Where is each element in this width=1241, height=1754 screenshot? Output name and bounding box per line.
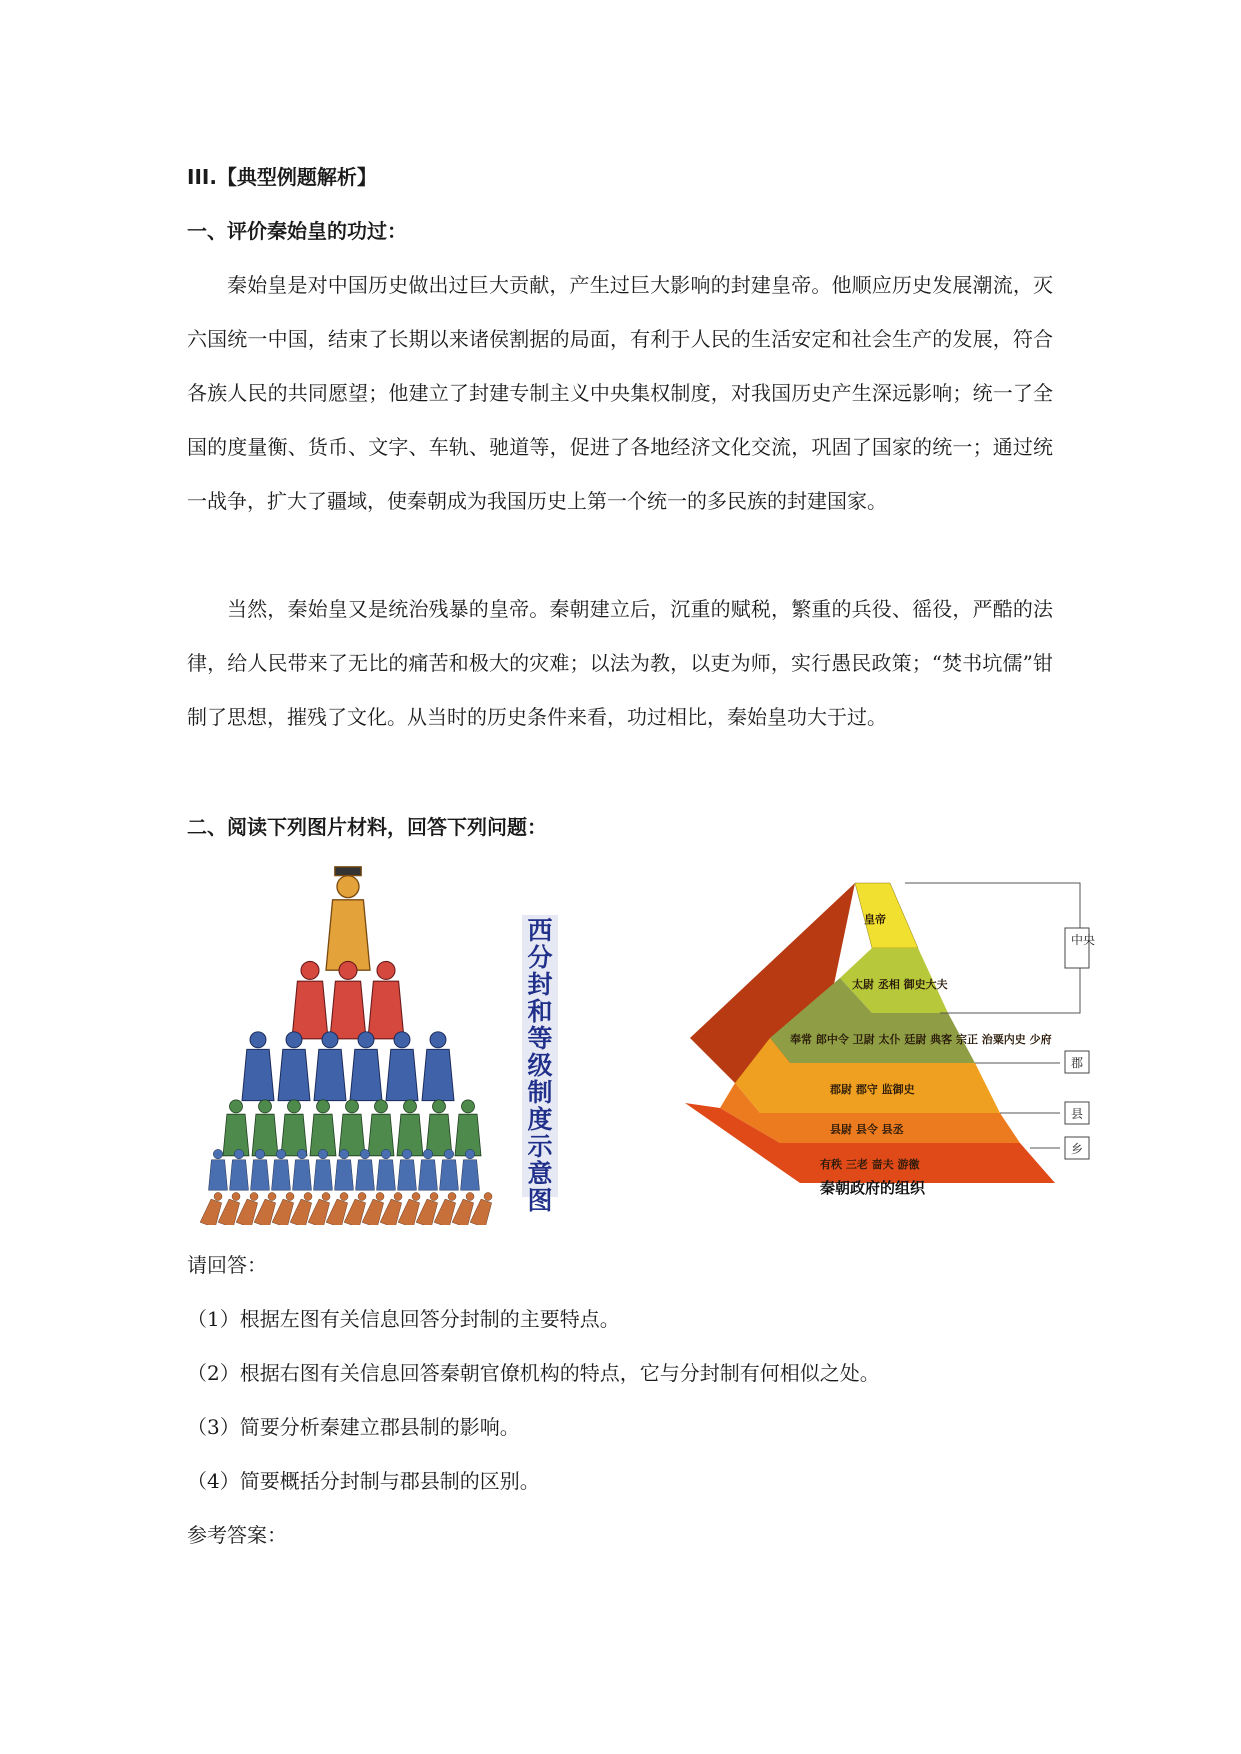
qin-government-figure [640,848,1125,1218]
feudal-figure-title: 西分封和等级制度示意图 [522,915,558,1197]
question-1-paragraph-1: 秦始皇是对中国历史做出过巨大贡献，产生过巨大影响的封建皇帝。他顺应历史发展潮流，灭六国统一中国，结束了长期以来诸侯割据的局面，有利于人民的生活安定和社会生产的发展，符合各族人民的共同愿望；他建立了封建专制主义中央集权制度，对我国历史产生深远影响；统一了全国的度量衡、货币、文字、车轨、驰道等，促进了各地经济文化交流，巩固了国家的统一；通过统一战争，扩大了疆域，使秦朝成为我国历史上第一个统一的多民族的封建国家。 [187,273,1053,513]
question-1-heading: 一、评价秦始皇的功过： [187,219,407,243]
level-emperor-label: 皇帝 [864,913,886,926]
side-label-central: 中央 [1071,933,1096,947]
side-label-commandery: 郡 [1071,1056,1084,1070]
qin-government-pyramid [640,848,1125,1218]
question-item-2: （2）根据右图有关信息回答秦朝官僚机构的特点，它与分封制有何相似之处。 [187,1361,880,1385]
level-township-label: 有秩 三老 啬夫 游徼 [820,1158,920,1171]
level-county-label: 县尉 县令 县丞 [830,1123,904,1136]
side-label-county: 县 [1071,1107,1084,1121]
question-2-heading: 二、阅读下列图片材料，回答下列问题： [187,815,547,839]
question-item-4: （4）简要概括分封制与郡县制的区别。 [187,1469,540,1493]
pyramid-caption: 秦朝政府的组织 [820,1179,926,1197]
king-figure-icon [326,867,370,970]
question-item-3: （3）简要分析秦建立郡县制的影响。 [187,1415,520,1439]
lords-row-icon [292,961,404,1038]
ministers-row-icon [242,1032,454,1101]
side-label-township: 乡 [1071,1142,1084,1156]
section-title: III.【典型例题解析】 [187,165,377,189]
reference-answer-label: 参考答案： [187,1523,287,1547]
level-central-top-label: 太尉 丞相 御史大夫 [852,978,948,991]
level-central-ministers-label: 奉常 郎中令 卫尉 太仆 廷尉 典客 宗正 治粟内史 少府 [790,1033,1052,1046]
question-1-paragraph-2: 当然，秦始皇又是统治残暴的皇帝。秦朝建立后，沉重的赋税，繁重的兵役、徭役，严酷的法律，给人民带来了无比的痛苦和极大的灾难；以法为教，以吏为师，实行愚民政策；“焚书坑儒”钳制了思想，摧残了文化。从当时的历史条件来看，功过相比，秦始皇功大于过。 [187,597,1053,729]
question-item-1: （1）根据左图有关信息回答分封制的主要特点。 [187,1307,620,1331]
scholars-row-icon [223,1100,481,1156]
answer-prompt: 请回答： [187,1253,267,1277]
level-commandery-label: 郡尉 郡守 监御史 [830,1083,915,1096]
slaves-row-icon [200,1190,497,1225]
